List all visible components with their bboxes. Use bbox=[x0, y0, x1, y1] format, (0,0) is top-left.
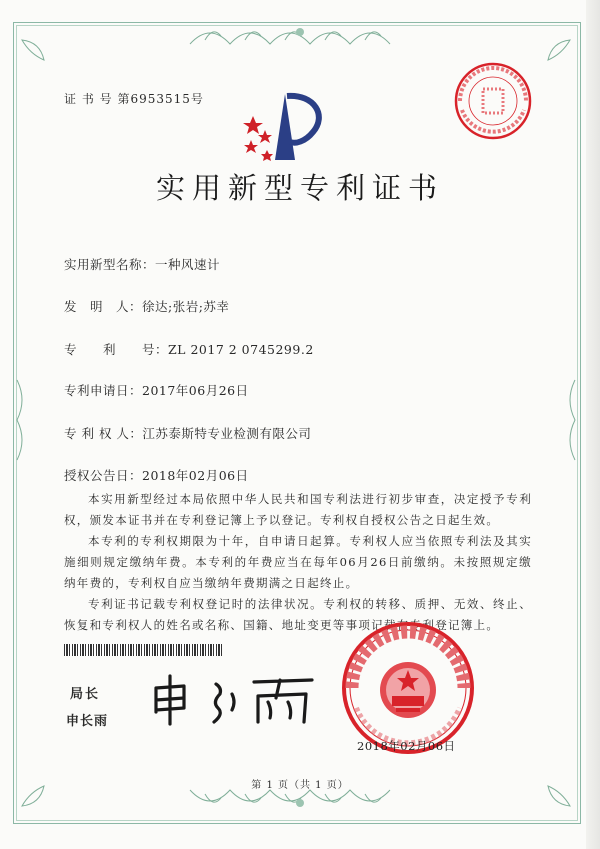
barcode bbox=[64, 644, 222, 656]
paragraph-term: 本专利的专利权期限为十年，自申请日起算。专利权人应当依照专利法及其实施细则规定缴纳年费。本专利的年费应当在每年06月26日前缴纳。未按照规定缴纳年费的，专利权自应当缴纳年费期满之日起终止。 bbox=[64, 534, 532, 590]
national-emblem-seal-icon bbox=[340, 620, 476, 756]
seal-date: 2018年02月06日 bbox=[357, 739, 456, 753]
patentee: 专 利 权 人：江苏泰斯特专业检测有限公司 bbox=[64, 426, 312, 441]
paragraph-grant: 本实用新型经过本局依照中华人民共和国专利法进行初步审查，决定授予专利权，颁发本证书并在专利登记簿上予以登记。专利权自授权公告之日起生效。 bbox=[64, 492, 532, 527]
stamp-duty-seal-icon bbox=[452, 60, 534, 142]
patent-number: 专 利 号：ZL 2017 2 0745299.2 bbox=[64, 342, 314, 357]
inventors: 发 明 人：徐达;张岩;苏幸 bbox=[64, 299, 230, 314]
handwritten-signature bbox=[150, 672, 320, 730]
grant-date: 授权公告日：2018年02月06日 bbox=[64, 468, 249, 483]
filing-date: 专利申请日：2017年06月26日 bbox=[64, 383, 249, 398]
utility-model-name: 实用新型名称：一种风速计 bbox=[64, 257, 221, 272]
page-footer: 第 1 页（共 1 页） bbox=[251, 780, 349, 791]
page-title: 实用新型专利证书 bbox=[155, 171, 444, 205]
paragraph-registry: 专利证书记载专利权登记时的法律状况。专利权的转移、质押、无效、终止、恢复和专利权人的姓名或名称、国籍、地址变更等事项记载在专利登记簿上。 bbox=[64, 597, 532, 632]
certificate-number: 证 书 号 第6953515号 bbox=[64, 92, 204, 106]
signature-name: 申长雨 bbox=[66, 714, 109, 729]
signature-title: 局长 bbox=[70, 687, 101, 702]
patent-office-logo-icon bbox=[235, 90, 335, 170]
